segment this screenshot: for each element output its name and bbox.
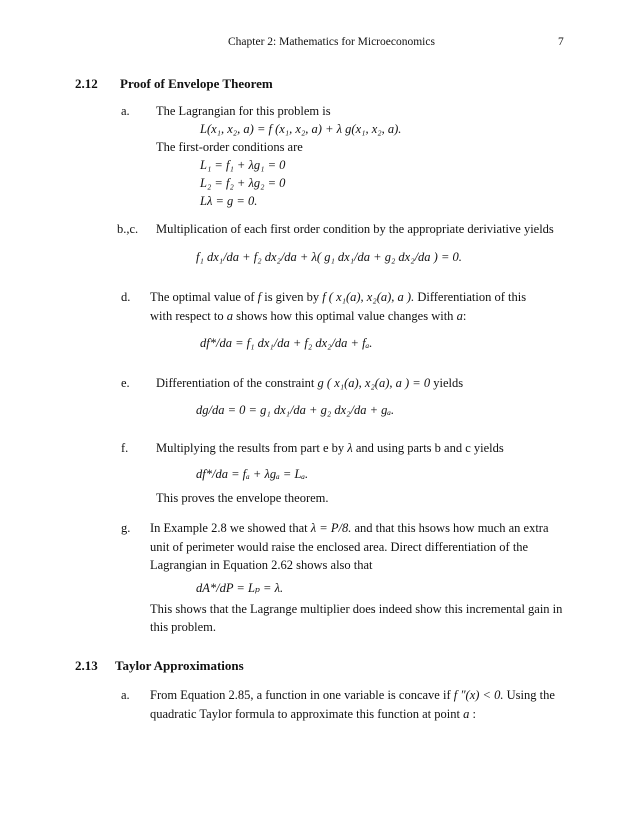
- paragraph: This proves the envelope theorem.: [156, 491, 329, 505]
- running-header: Chapter 2: Mathematics for Microeconomics: [228, 36, 435, 48]
- paragraph: Lagrangian in Equation 2.62 shows also that: [150, 558, 373, 572]
- paragraph: Differentiation of the constraint g ( x₁(a), x₂(a), a ) = 0 yields: [156, 376, 464, 390]
- paragraph: unit of perimeter would raise the enclosed area. Direct differentiation of the: [150, 540, 529, 554]
- equation-dg-da: dg/da = 0 = g₁ dx₁/da + g₂ dx₂/da + gₐ.: [196, 403, 395, 417]
- item-label: d.: [121, 290, 131, 304]
- equation-lagrangian: L(x₁, x₂, a) = f (x₁, x₂, a) + λ g(x₁, x₂, a).: [200, 122, 402, 136]
- item-label: g.: [121, 521, 131, 535]
- section-number: 2.13: [75, 658, 98, 673]
- section-title: Taylor Approximations: [115, 658, 244, 673]
- paragraph: The optimal value of f is given by f ( x₁(a), x₂(a), a ). Differentiation of this: [150, 290, 527, 304]
- equation-foc: Lλ = g = 0.: [200, 194, 258, 208]
- paragraph: This shows that the Lagrange multiplier does indeed show this incremental gain in: [150, 602, 563, 616]
- equation-envelope: df*/da = fₐ + λgₐ = Lₐ.: [196, 467, 309, 481]
- paragraph: Multiplying the results from part e by λ and using parts b and c yields: [156, 441, 504, 455]
- equation-dA-dP: dA*/dP = Lₚ = λ.: [196, 581, 284, 595]
- item-label: f.: [121, 441, 129, 455]
- equation-df-da: df*/da = f₁ dx₁/da + f₂ dx₂/da + fₐ.: [200, 336, 373, 350]
- optimal-value-expression: f ( x₁(a), x₂(a), a ).: [322, 290, 415, 304]
- item-label: a.: [121, 688, 130, 702]
- constraint-expression: g ( x₁(a), x₂(a), a ) = 0: [317, 376, 431, 390]
- paragraph: From Equation 2.85, a function in one variable is concave if f ″(x) < 0. Using the: [150, 688, 555, 702]
- page-number: 7: [558, 36, 564, 48]
- equation-foc: L₂ = f₂ + λg₂ = 0: [200, 176, 286, 190]
- paragraph: Multiplication of each first order condition by the appropriate deriviative yields: [156, 222, 554, 236]
- equation-multiplied-foc: f₁ dx₁/da + f₂ dx₂/da + λ( g₁ dx₁/da + g₂ dx₂/da ) = 0.: [196, 250, 462, 264]
- paragraph: The first-order conditions are: [156, 140, 303, 154]
- paragraph: this problem.: [150, 620, 216, 634]
- section-number: 2.12: [75, 76, 98, 91]
- item-label: a.: [121, 104, 130, 118]
- paragraph: with respect to a shows how this optimal value changes with a:: [150, 309, 467, 323]
- concavity-condition: f ″(x) < 0.: [453, 688, 504, 702]
- paragraph: The Lagrangian for this problem is: [156, 104, 331, 118]
- paragraph: quadratic Taylor formula to approximate this function at point a :: [150, 707, 476, 721]
- lambda-expression: λ = P/8.: [310, 521, 352, 535]
- equation-foc: L₁ = f₁ + λg₁ = 0: [200, 158, 286, 172]
- section-title: Proof of Envelope Theorem: [120, 76, 273, 91]
- item-label: e.: [121, 376, 130, 390]
- paragraph: In Example 2.8 we showed that λ = P/8. and that this hsows how much an extra: [150, 521, 549, 535]
- item-label: b.,c.: [117, 222, 139, 236]
